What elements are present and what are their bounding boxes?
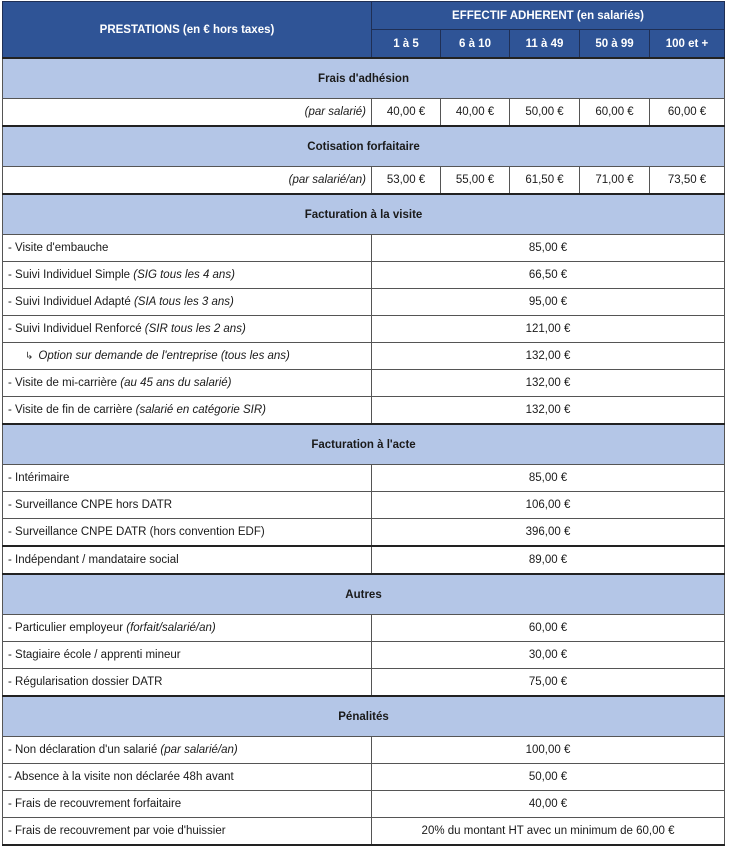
row-label: - Absence à la visite non déclarée 48h avant bbox=[3, 764, 372, 791]
table-row bbox=[3, 791, 725, 818]
table-row bbox=[3, 737, 725, 764]
table-row bbox=[3, 764, 725, 791]
section-band bbox=[3, 194, 725, 235]
section-title-penalites: Pénalités bbox=[3, 696, 725, 737]
arrow-hook-icon: ↳ bbox=[25, 351, 34, 362]
label-text: - Suivi Individuel Renforcé bbox=[8, 323, 145, 335]
table-row bbox=[3, 262, 725, 289]
price-cell: 396,00 € bbox=[372, 519, 725, 547]
label-note: (SIA tous les 3 ans) bbox=[133, 296, 234, 308]
price-cell: 66,50 € bbox=[372, 262, 725, 289]
price-cell: 75,00 € bbox=[372, 669, 725, 697]
price-cell: 40,00 € bbox=[441, 99, 510, 127]
row-label bbox=[3, 343, 372, 370]
table-row bbox=[3, 289, 725, 316]
row-label: - Frais de recouvrement par voie d'huissier bbox=[3, 818, 372, 846]
row-label: - Surveillance CNPE DATR (hors convention EDF) bbox=[3, 519, 372, 547]
section-title-visite: Facturation à la visite bbox=[3, 194, 725, 235]
table-row bbox=[3, 316, 725, 343]
section-band bbox=[3, 574, 725, 615]
price-cell: 100,00 € bbox=[372, 737, 725, 764]
section-band bbox=[3, 126, 725, 167]
tranche-header: 6 à 10 bbox=[441, 30, 510, 59]
price-cell: 132,00 € bbox=[372, 370, 725, 397]
price-cell: 121,00 € bbox=[372, 316, 725, 343]
tranche-header: 50 à 99 bbox=[580, 30, 650, 59]
table-row bbox=[3, 818, 725, 846]
section-title-cotisation: Cotisation forfaitaire bbox=[3, 126, 725, 167]
label-text: - Particulier employeur bbox=[8, 622, 127, 634]
table-row bbox=[3, 370, 725, 397]
row-label: - Surveillance CNPE hors DATR bbox=[3, 492, 372, 519]
table-row bbox=[3, 615, 725, 642]
row-label bbox=[3, 289, 372, 316]
price-cell: 30,00 € bbox=[372, 642, 725, 669]
tranche-header: 1 à 5 bbox=[372, 30, 441, 59]
label-text: - Suivi Individuel Adapté bbox=[8, 296, 134, 308]
label-text: - Visite de fin de carrière bbox=[8, 404, 136, 416]
row-label: - Indépendant / mandataire social bbox=[3, 546, 372, 574]
price-cell: 40,00 € bbox=[372, 791, 725, 818]
tranche-header: 11 à 49 bbox=[510, 30, 580, 59]
row-label bbox=[3, 370, 372, 397]
price-cell: 60,00 € bbox=[650, 99, 725, 127]
unit-label: (par salarié) bbox=[3, 99, 372, 127]
row-label: - Stagiaire école / apprenti mineur bbox=[3, 642, 372, 669]
section-title-frais-adhesion: Frais d'adhésion bbox=[3, 58, 725, 99]
price-cell: 132,00 € bbox=[372, 343, 725, 370]
price-cell: 50,00 € bbox=[372, 764, 725, 791]
label-note: (salarié en catégorie SIR) bbox=[135, 404, 267, 416]
price-cell: 85,00 € bbox=[372, 465, 725, 492]
table-row bbox=[3, 465, 725, 492]
price-cell: 40,00 € bbox=[372, 99, 441, 127]
row-label: - Frais de recouvrement forfaitaire bbox=[3, 791, 372, 818]
prestations-header: PRESTATIONS (en € hors taxes) bbox=[3, 2, 372, 59]
row-label bbox=[3, 397, 372, 425]
price-cell: 95,00 € bbox=[372, 289, 725, 316]
price-cell: 50,00 € bbox=[510, 99, 580, 127]
table-row bbox=[3, 343, 725, 370]
row-label bbox=[3, 615, 372, 642]
label-note: (forfait/salarié/an) bbox=[126, 622, 216, 634]
row-label: - Intérimaire bbox=[3, 465, 372, 492]
label-text: - Non déclaration d'un salarié bbox=[8, 744, 161, 756]
label-note: Option sur demande de l'entreprise (tous les ans) bbox=[38, 350, 290, 362]
table-row bbox=[3, 235, 725, 262]
price-cell: 60,00 € bbox=[580, 99, 650, 127]
row-label bbox=[3, 262, 372, 289]
row-label: - Régularisation dossier DATR bbox=[3, 669, 372, 697]
label-text: - Visite de mi-carrière bbox=[8, 377, 121, 389]
row-label bbox=[3, 737, 372, 764]
table-row bbox=[3, 397, 725, 425]
price-cell: 61,50 € bbox=[510, 167, 580, 195]
tranche-header: 100 et + bbox=[650, 30, 725, 59]
section-band bbox=[3, 424, 725, 465]
table-row bbox=[3, 492, 725, 519]
price-cell: 60,00 € bbox=[372, 615, 725, 642]
label-note: (SIG tous les 4 ans) bbox=[133, 269, 235, 281]
unit-label: (par salarié/an) bbox=[3, 167, 372, 195]
section-title-acte: Facturation à l'acte bbox=[3, 424, 725, 465]
price-cell: 106,00 € bbox=[372, 492, 725, 519]
label-note: (au 45 ans du salarié) bbox=[120, 377, 232, 389]
label-text: - Suivi Individuel Simple bbox=[8, 269, 134, 281]
price-cell: 132,00 € bbox=[372, 397, 725, 425]
effectif-header: EFFECTIF ADHERENT (en salariés) bbox=[372, 2, 725, 30]
section-band bbox=[3, 58, 725, 99]
table-row bbox=[3, 519, 725, 547]
section-band bbox=[3, 696, 725, 737]
row-label bbox=[3, 235, 372, 262]
price-cell: 71,00 € bbox=[580, 167, 650, 195]
section-title-autres: Autres bbox=[3, 574, 725, 615]
tarifs-table bbox=[2, 1, 725, 846]
table-row bbox=[3, 642, 725, 669]
label-note: (par salarié/an) bbox=[160, 744, 238, 756]
table-row bbox=[3, 546, 725, 574]
price-cell: 85,00 € bbox=[372, 235, 725, 262]
price-cell: 53,00 € bbox=[372, 167, 441, 195]
price-cell: 89,00 € bbox=[372, 546, 725, 574]
row-label bbox=[3, 316, 372, 343]
label-text: - Visite d'embauche bbox=[8, 242, 109, 254]
price-cell: 73,50 € bbox=[650, 167, 725, 195]
price-cell: 55,00 € bbox=[441, 167, 510, 195]
label-note: (SIR tous les 2 ans) bbox=[144, 323, 246, 335]
price-cell: 20% du montant HT avec un minimum de 60,00 € bbox=[372, 818, 725, 846]
table-row bbox=[3, 669, 725, 697]
table-row bbox=[3, 167, 725, 195]
table-row bbox=[3, 99, 725, 127]
